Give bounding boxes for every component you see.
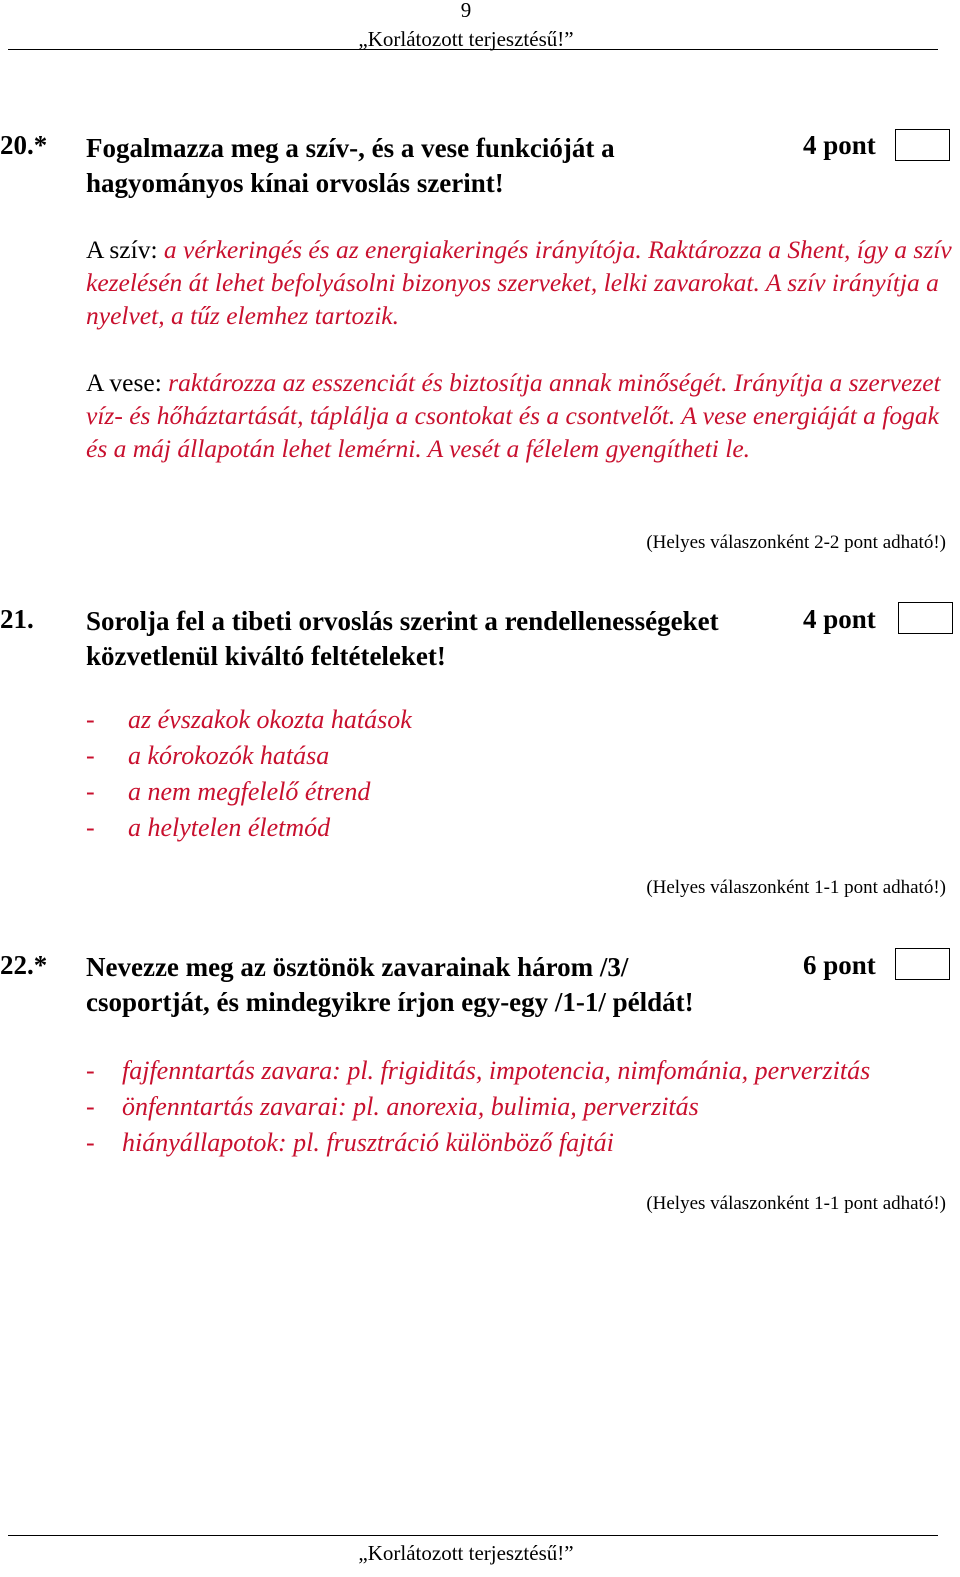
question-21-number: 21. — [0, 604, 34, 634]
list-dash: - — [86, 813, 95, 842]
list-item-text: fajfenntartás zavara: pl. frigiditás, impotencia, nimfománia, perverzitás — [122, 1056, 871, 1085]
list-item-text: hiányállapotok: pl. frusztráció különböző fajtái — [122, 1128, 614, 1157]
list-item — [86, 1125, 870, 1161]
question-20-line-2: hagyományos kínai orvoslás szerint! — [86, 168, 504, 198]
list-dash: - — [86, 705, 95, 734]
question-22-score-box[interactable] — [895, 948, 950, 980]
footer-rule — [8, 1535, 938, 1536]
list-item — [86, 810, 412, 846]
question-21-score-box[interactable] — [898, 602, 953, 634]
answer-label: A szív: — [86, 235, 164, 264]
list-item-text: a nem megfelelő étrend — [128, 777, 371, 806]
page-number: 9 — [460, 0, 472, 22]
list-item — [86, 1089, 870, 1125]
answer-text: a vérkeringés és az energiakeringés irányítója. Raktározza a Shent, így a szív kezelésén át lehet befolyásolni bizonyos szerveket, lelki zavarokat. A szív irányítja a nyelvet, a tűz elemhez tartozik. — [86, 235, 952, 330]
list-item — [86, 1053, 870, 1089]
question-22-number: 22.* — [0, 950, 48, 980]
list-item-text: a kórokozók hatása — [128, 741, 330, 770]
question-21-note: (Helyes válaszonként 1-1 pont adható!) — [646, 877, 946, 898]
list-item — [86, 774, 412, 810]
answer-label: A vese: — [86, 368, 169, 397]
question-20-number: 20.* — [0, 130, 48, 160]
question-21-points: 4 pont — [803, 604, 876, 634]
question-20-answer-kidney — [86, 366, 954, 465]
question-21-answer-list — [86, 702, 412, 846]
question-20-note: (Helyes válaszonként 2-2 pont adható!) — [646, 532, 946, 553]
list-item-text: a helytelen életmód — [128, 813, 331, 842]
question-22-points: 6 pont — [803, 950, 876, 980]
question-20-text — [86, 131, 615, 201]
list-item — [86, 702, 412, 738]
question-21-line-2: közvetlenül kiváltó feltételeket! — [86, 641, 446, 671]
answer-text: raktározza az esszenciát és biztosítja annak minőségét. Irányítja a szervezet víz- és hőháztartását, táplálja a csontokat és a csontvelőt. A vese energiáját a fogak és a máj állapotán lehet lemérni. A vesét a félelem gyengítheti le. — [86, 368, 941, 463]
footer-text: „Korlátozott terjesztésű!” — [358, 1541, 574, 1565]
question-22-text — [86, 950, 694, 1020]
question-20-line-1: Fogalmazza meg a szív-, és a vese funkcióját a — [86, 133, 615, 163]
question-22-line-2: csoportját, és mindegyikre írjon egy-egy /1-1/ példát! — [86, 987, 694, 1017]
list-dash: - — [86, 1092, 95, 1121]
list-dash: - — [86, 1056, 95, 1085]
question-20-points: 4 pont — [803, 130, 876, 160]
list-item — [86, 738, 412, 774]
question-20-answer-heart — [86, 233, 954, 332]
header-text: „Korlátozott terjesztésű!” — [358, 27, 574, 51]
list-dash: - — [86, 741, 95, 770]
question-22-answer-list — [86, 1053, 870, 1161]
list-dash: - — [86, 777, 95, 806]
list-item-text: az évszakok okozta hatások — [128, 705, 412, 734]
question-21-text — [86, 604, 719, 674]
question-22-note: (Helyes válaszonként 1-1 pont adható!) — [646, 1193, 946, 1214]
list-dash: - — [86, 1128, 95, 1157]
question-22-line-1: Nevezze meg az ösztönök zavarainak három /3/ — [86, 952, 629, 982]
question-21-line-1: Sorolja fel a tibeti orvoslás szerint a rendellenességeket — [86, 606, 719, 636]
question-20-score-box[interactable] — [895, 129, 950, 161]
list-item-text: önfenntartás zavarai: pl. anorexia, bulimia, perverzitás — [122, 1092, 699, 1121]
header-rule — [8, 49, 938, 50]
